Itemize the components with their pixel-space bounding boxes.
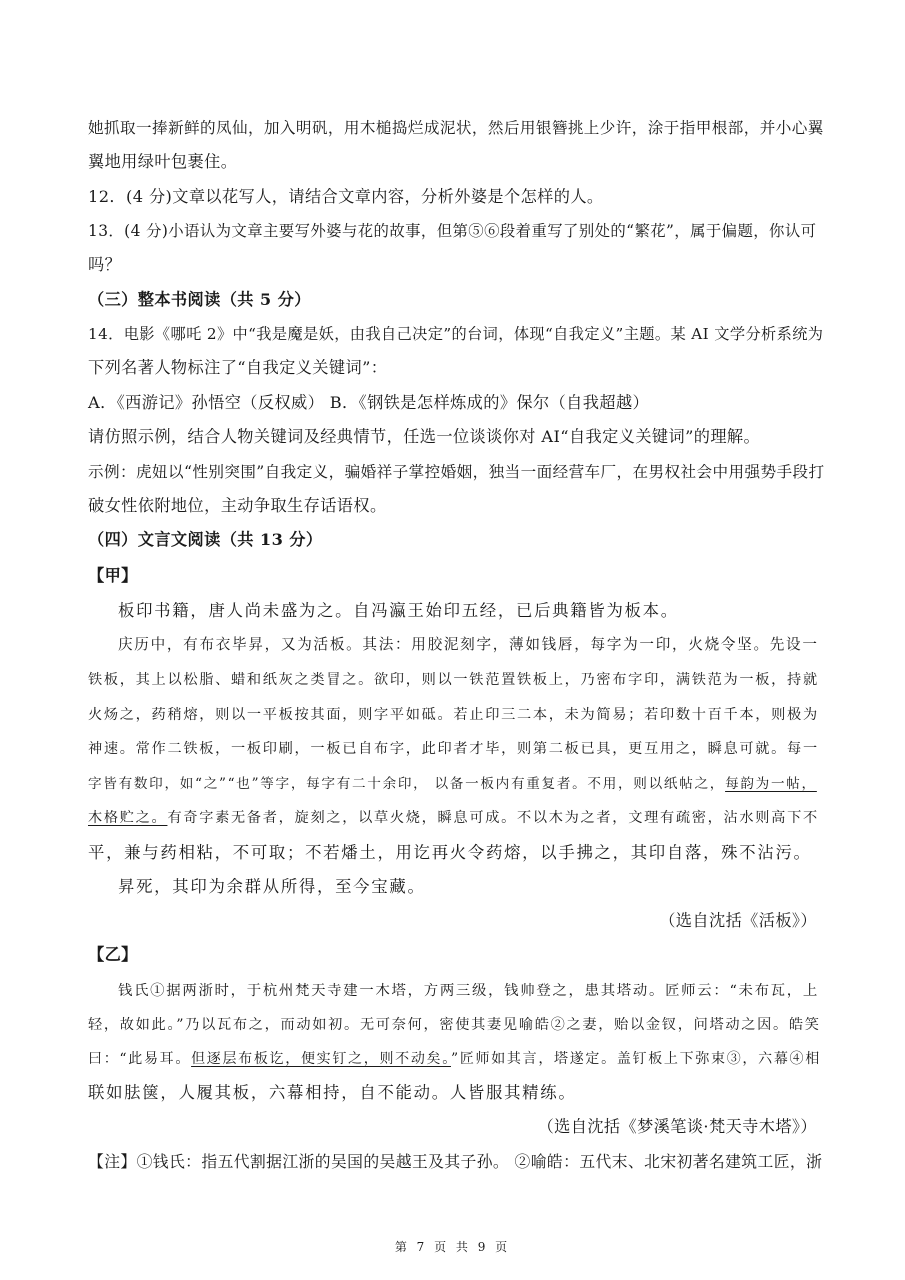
passage-line: 她抓取一捧新鲜的凤仙，加入明矾，用木槌捣烂成泥状，然后用银簪挑上少许，涂于指甲根部，并小心翼 bbox=[88, 119, 824, 137]
classical-text-line: 庆历中，有布衣毕昇，又为活板。其法：用胶泥刻字，薄如钱唇，每字为一印，火烧令坚。先设一 bbox=[118, 636, 819, 653]
footnote: 【注】①钱氏：指五代割据江浙的吴国的吴越王及其子孙。 ②喻皓：五代末、北宋初著名建筑工匠，浙 bbox=[88, 1152, 823, 1171]
text-segment: 曰：“此易耳。 bbox=[88, 1051, 192, 1067]
question-13: 13．(4 分)小语认为文章主要写外婆与花的故事，但第⑤⑥段着重写了别处的“繁花”，属于偏题，你认可 bbox=[88, 222, 817, 240]
classical-text-line: 神速。常作二铁板，一板印刷，一板已自布字，此印者才毕，则第二板已具，更互用之，瞬息可就。每一 bbox=[88, 741, 819, 757]
classical-text-line: 平，兼与药相粘，不可取；不若燔土，用讫再火令药熔，以手拂之，其印自落，殊不沾污。 bbox=[88, 843, 812, 862]
text-segment: 有奇字素无备者，旋刻之，以草火烧，瞬息可成。不以木为之者，文理有疏密，沾水则高下不 bbox=[167, 810, 819, 826]
section-heading-whole-book: （三）整本书阅读（共 5 分） bbox=[88, 290, 311, 309]
text-segment: 字皆有数印，如“之”“也”等字，每字有二十余印， 以备一板内有重复者。不用，则以纸帖之， bbox=[88, 776, 726, 792]
example-line: 示例：虎妞以“性别突围”自我定义，骗婚祥子掌控婚姻，独当一面经营车厂，在男权社会中用强势手段打 bbox=[88, 463, 825, 481]
section-heading-classical: （四）文言文阅读（共 13 分） bbox=[88, 530, 323, 549]
underlined-sentence: 每韵为一帖， bbox=[725, 776, 817, 792]
classical-text-line: 火炀之，药稍熔，则以一平板按其面，则字平如砥。若止印三二本，未为简易；若印数十百千本，则极为 bbox=[88, 707, 819, 723]
classical-text-line: 板印书籍，唐人尚未盛为之。自冯瀛王始印五经，已后典籍皆为板本。 bbox=[118, 601, 679, 620]
passage-line: 翼地用绿叶包裹住。 bbox=[88, 152, 238, 171]
classical-text-line: 铁板，其上以松脂、蜡和纸灰之类冒之。欲印，则以一铁范置铁板上，乃密布字印，满铁范为一板，持就 bbox=[88, 672, 819, 688]
example-line: 破女性依附地位，主动争取生存话语权。 bbox=[88, 496, 387, 515]
source-citation: （选自沈括《活板》） bbox=[659, 911, 817, 930]
label-jia: 【甲】 bbox=[88, 566, 138, 585]
question-14: 14．电影《哪吒 2》中“我是魔是妖，由我自己决定”的台词，体现“自我定义”主题。某 AI 文学分析系统为 bbox=[88, 325, 824, 343]
label-yi: 【乙】 bbox=[88, 945, 138, 964]
classical-text-line bbox=[88, 773, 825, 795]
classical-text-line: 昇死，其印为余群从所得，至今宝藏。 bbox=[118, 877, 426, 896]
source-citation: （选自沈括《梦溪笔谈·梵天寺木塔》） bbox=[537, 1117, 817, 1136]
question-14-cont: 下列名著人物标注了“自我定义关键词”： bbox=[88, 358, 388, 377]
question-14-instruction: 请仿照示例，结合人物关键词及经典情节，任选一位谈谈你对 AI“自我定义关键词”的理解。 bbox=[88, 427, 761, 446]
question-14-options: A．《西游记》孙悟空（反权威） B．《钢铁是怎样炼成的》保尔（自我超越） bbox=[88, 393, 650, 412]
question-12: 12．(4 分)文章以花写人，请结合文章内容，分析外婆是个怎样的人。 bbox=[88, 187, 604, 206]
underlined-sentence: 木格贮之。 bbox=[88, 810, 168, 826]
classical-text-line bbox=[88, 807, 825, 829]
classical-text-line: 轻，故如此。”乃以瓦布之，而动如初。无可奈何，密使其妻见喻皓②之妻，贻以金钗，问塔动之因。皓笑 bbox=[88, 1017, 821, 1033]
page-number: 第 7 页 共 9 页 bbox=[394, 1240, 511, 1254]
classical-text-line: 联如胠箧，人履其板，六幕相持，自不能动。人皆服其精练。 bbox=[88, 1083, 577, 1102]
text-segment: ”匠师如其言，塔遂定。盖钉板上下弥束③，六幕④相 bbox=[450, 1051, 821, 1067]
classical-text-line: 钱氏①据两浙时，于杭州梵天寺建一木塔，方两三级，钱帅登之，患其塔动。匠师云：“未布瓦，上 bbox=[118, 983, 819, 999]
question-13-cont: 吗？ bbox=[88, 255, 122, 274]
classical-text-line bbox=[88, 1048, 825, 1070]
underlined-sentence: 但逐层布板讫，便实钉之，则不动矣。 bbox=[191, 1051, 451, 1067]
